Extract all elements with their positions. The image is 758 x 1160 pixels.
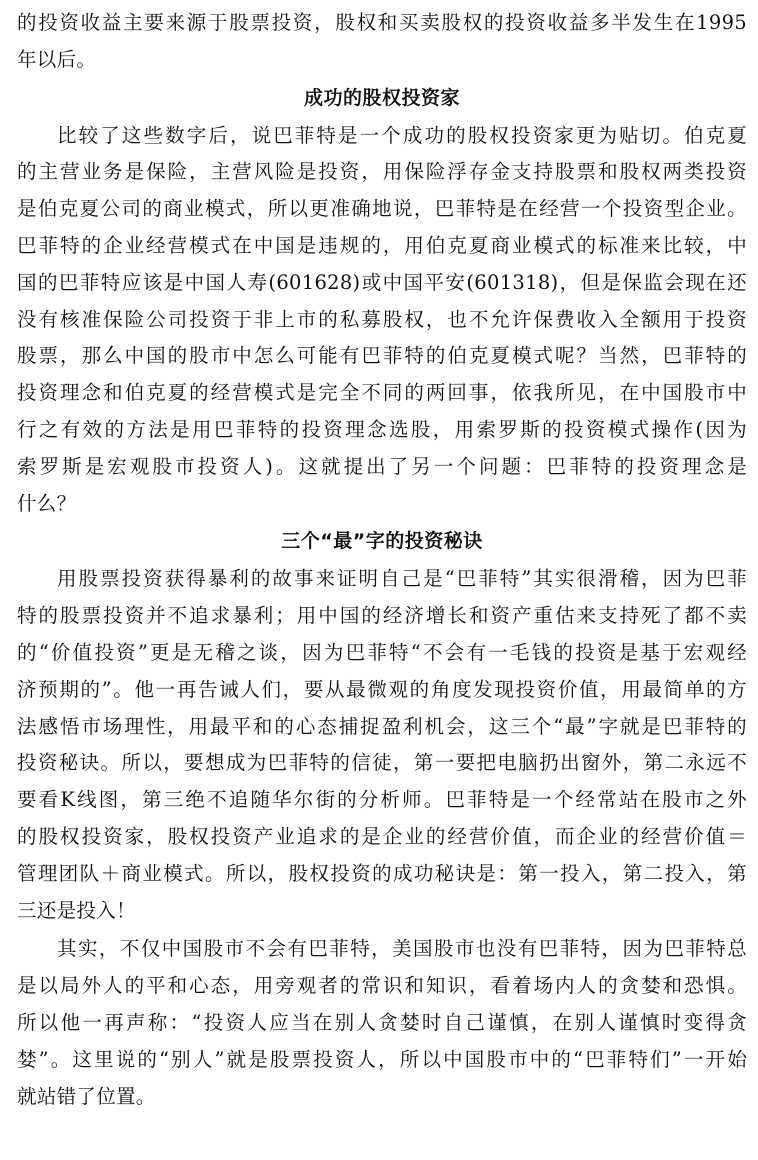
section-heading: 三个“最”字的投资秘诀 <box>281 530 483 553</box>
text-line: 的“价值投资”更是无稽之谈，因为巴菲特“不会有一毛钱的投资是基于宏观经 <box>17 640 747 664</box>
text-line: 特的股票投资并不追求暴利；用中国的经济增长和资产重估来支持死了都不卖 <box>17 604 747 628</box>
document-page <box>17 5 747 1115</box>
text-line: 用股票投资获得暴利的故事来证明自己是“巴菲特”其实很滑稽，因为巴菲 <box>57 567 747 591</box>
text-line: 是以局外人的平和心态，用旁观者的常识和知识，看着场内人的贪婪和恐惧。 <box>17 974 747 998</box>
text-line: 其实，不仅中国股市不会有巴菲特，美国股市也没有巴菲特，因为巴菲特总 <box>57 937 747 961</box>
text-line: 就站错了位置。 <box>17 1084 156 1108</box>
section-heading: 成功的股权投资家 <box>303 86 460 109</box>
text-line: 投资理念和伯克夏的经营模式是完全不同的两回事，依我所见，在中国股市中 <box>17 381 747 405</box>
text-line: 比较了这些数字后，说巴菲特是一个成功的股权投资家更为贴切。伯克夏 <box>57 123 747 147</box>
text-line: 济预期的”。他一再告诫人们，要从最微观的角度发现投资价值，用最简单的方 <box>17 677 747 701</box>
text-line: 的主营业务是保险，主营风险是投资，用保险浮存金支持股票和股权两类投资 <box>17 160 747 184</box>
text-line: 要看K线图，第三绝不追随华尔街的分析师。巴菲特是一个经常站在股市之外 <box>17 788 747 812</box>
text-line: 是伯克夏公司的商业模式，所以更准确地说，巴菲特是在经营一个投资型企业。 <box>17 197 747 221</box>
text-line: 没有核准保险公司投资于非上市的私募股权，也不允许保费收入全额用于投资 <box>17 307 747 331</box>
text-line: 的股权投资家，股权投资产业追求的是企业的经营价值，而企业的经营价值＝ <box>17 824 747 848</box>
text-line: 婪”。这里说的“别人”就是股票投资人，所以中国股市中的“巴菲特们”一开始 <box>17 1047 747 1071</box>
text-line: 的投资收益主要来源于股票投资，股权和买卖股权的投资收益多半发生在1995 <box>17 11 747 34</box>
text-line: 年以后。 <box>17 47 97 71</box>
text-line: 行之有效的方法是用巴菲特的投资理念选股，用索罗斯的投资模式操作(因为 <box>17 417 747 441</box>
text-line: 所以他一再声称：“投资人应当在别人贪婪时自己谨慎，在别人谨慎时变得贪 <box>17 1010 747 1034</box>
text-line: 管理团队＋商业模式。所以，股权投资的成功秘诀是：第一投入，第二投入，第 <box>17 861 747 885</box>
text-line: 投资秘诀。所以，要想成为巴菲特的信徒，第一要把电脑扔出窗外，第二永远不 <box>17 751 747 775</box>
text-line: 国的巴菲特应该是中国人寿(601628)或中国平安(601318)，但是保监会现在还 <box>17 270 747 294</box>
text-line: 股票，那么中国的股市中怎么可能有巴菲特的伯克夏模式呢？当然，巴菲特的 <box>17 344 747 368</box>
text-line: 巴菲特的企业经营模式在中国是违规的，用伯克夏商业模式的标准来比较，中 <box>17 233 747 257</box>
text-line: 什么？ <box>17 491 77 515</box>
text-line: 索罗斯是宏观股市投资人)。这就提出了另一个问题：巴菲特的投资理念是 <box>17 454 747 478</box>
text-line: 三还是投入！ <box>17 898 136 922</box>
text-line: 法感悟市场理性，用最平和的心态捕捉盈利机会，这三个“最”字就是巴菲特的 <box>17 714 747 738</box>
